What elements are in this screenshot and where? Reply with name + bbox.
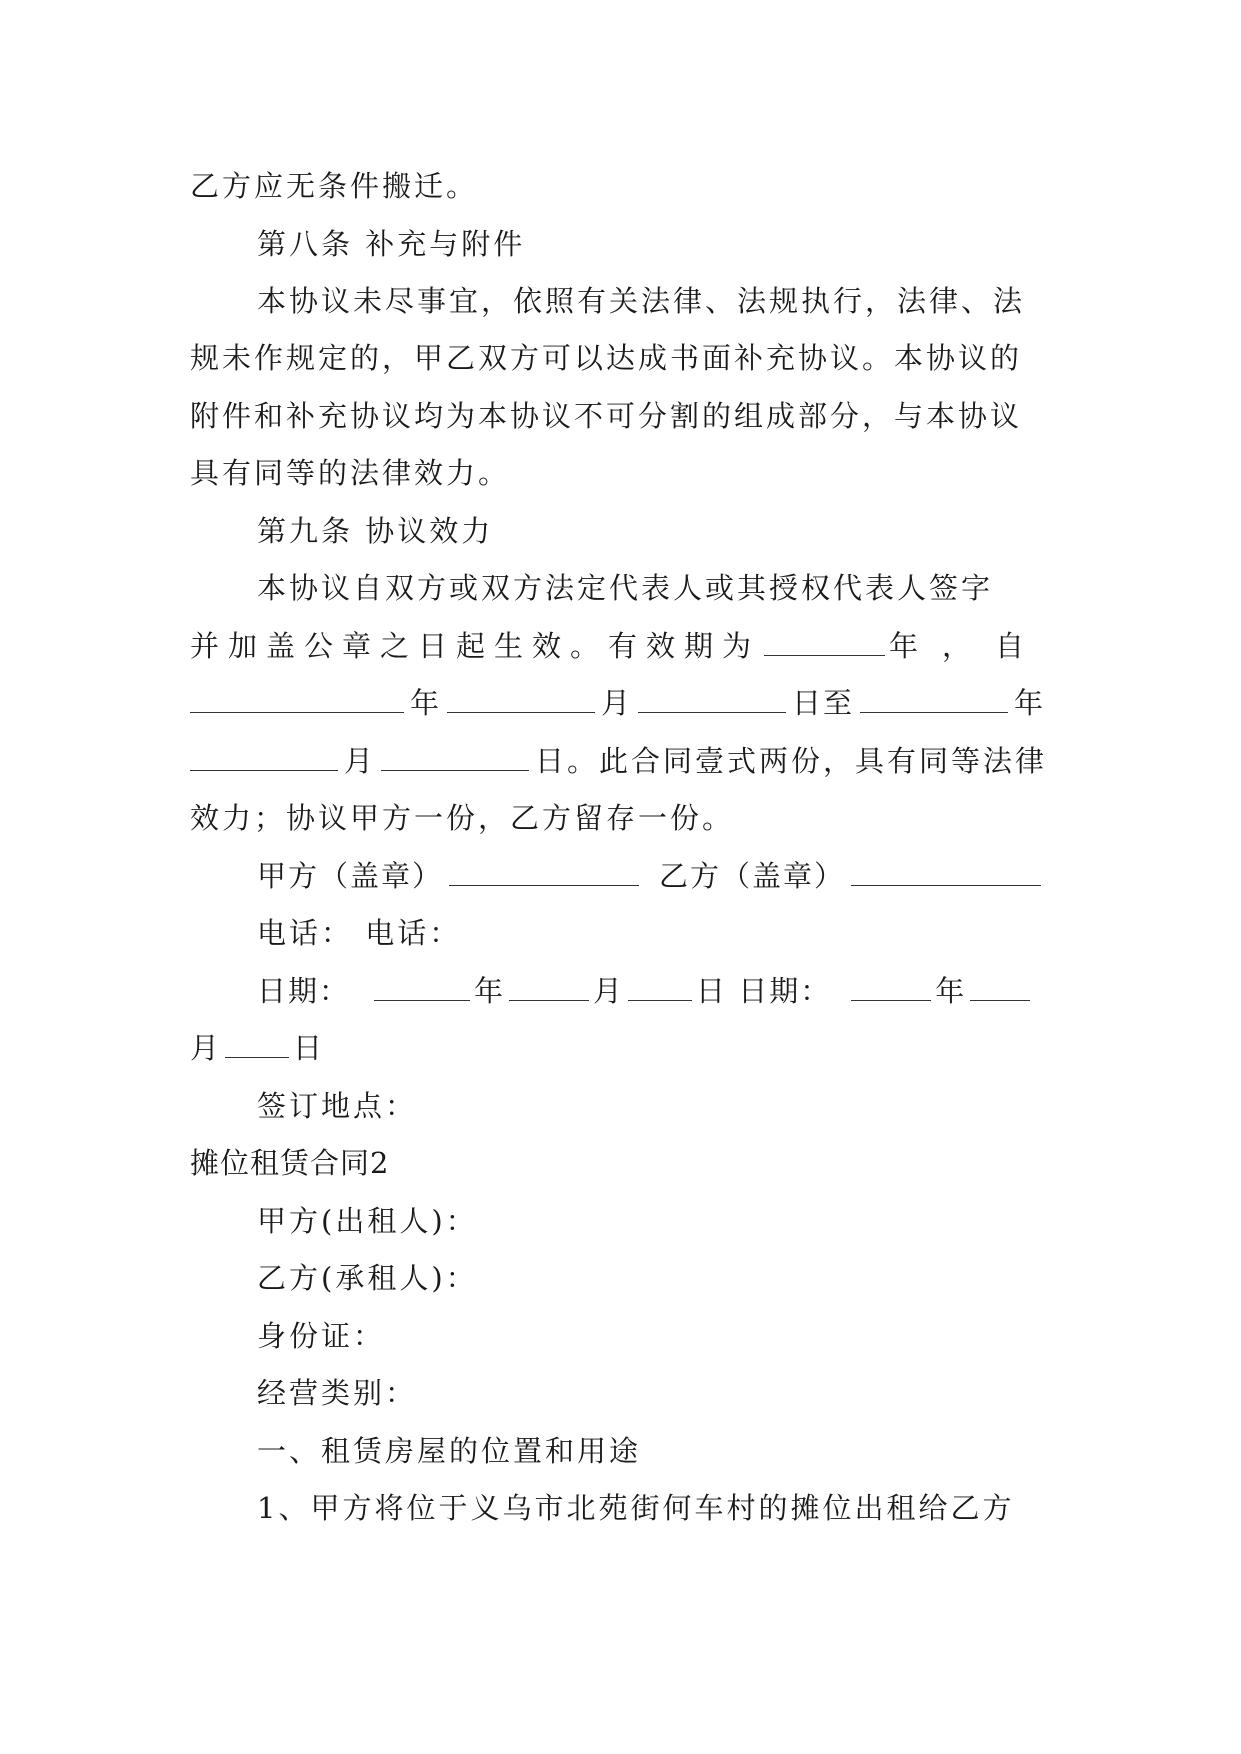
date-line-2 — [190, 1028, 1048, 1068]
paragraph-line: 附件和补充协议均为本协议不可分割的组成部分，与本协议 — [190, 399, 1023, 433]
article-8-heading: 第八条 补充与附件 — [257, 227, 526, 261]
start-month-blank[interactable] — [447, 686, 595, 713]
paragraph-line: 本协议自双方或双方法定代表人或其授权代表人签字 — [257, 571, 994, 605]
business-category-label: 经营类别： — [257, 1376, 418, 1410]
end-month-blank[interactable] — [190, 744, 338, 771]
start-year-blank[interactable] — [190, 686, 404, 713]
party-a-month-blank[interactable] — [509, 974, 589, 1001]
party-a-seal-blank[interactable] — [449, 859, 639, 886]
month-label: 月 — [601, 686, 633, 720]
paragraph-line: 乙方应无条件搬迁。 — [190, 169, 479, 203]
date-range-line — [190, 683, 1048, 723]
paragraph-line: 具有同等的法律效力。 — [190, 456, 511, 490]
paragraph-line: 本协议未尽事宜，依照有关法律、法规执行，法律、法 — [257, 284, 1026, 318]
month-label: 月 — [593, 974, 625, 1008]
paragraph-line: 1、甲方将位于义乌市北苑街何车村的摊位出租给乙方 — [257, 1491, 1015, 1525]
id-card-label: 身份证： — [257, 1319, 386, 1353]
end-year-blank[interactable] — [860, 686, 1008, 713]
party-b-day-blank[interactable] — [225, 1031, 289, 1058]
years-blank[interactable] — [764, 629, 885, 656]
year-label: 年 — [1014, 686, 1046, 720]
seal-line — [257, 856, 1048, 896]
month-label: 月 — [190, 1031, 222, 1065]
paragraph-line: 规未作规定的，甲乙双方可以达成书面补充协议。本协议的 — [190, 341, 1023, 375]
article-9-heading: 第九条 协议效力 — [257, 514, 494, 548]
paragraph-line: 效力；协议甲方一份，乙方留存一份。 — [190, 801, 735, 835]
year-label: 年 — [935, 974, 967, 1008]
date-label: 日 日期： — [696, 974, 832, 1008]
party-a-seal-label: 甲方（盖章） — [257, 859, 444, 893]
validity-text: 并加盖公章之日起生效。有效期为 — [190, 629, 761, 663]
signing-place-label: 签订地点： — [257, 1089, 418, 1123]
end-day-blank[interactable] — [381, 744, 529, 771]
year-label: 年 — [410, 686, 442, 720]
lessee-label: 乙方(承租人)： — [257, 1261, 478, 1295]
party-b-month-blank[interactable] — [970, 974, 1030, 1001]
month-label: 月 — [344, 744, 376, 778]
paragraph-text: 日。此合同壹式两份，具有同等法律 — [535, 744, 1048, 778]
phone-line: 电话： 电话： — [257, 916, 462, 950]
party-b-seal-blank[interactable] — [851, 859, 1041, 886]
year-label: 年 — [474, 974, 506, 1008]
lessor-label: 甲方(出租人)： — [257, 1204, 478, 1238]
party-b-year-blank[interactable] — [851, 974, 931, 1001]
date-line — [257, 971, 1048, 1011]
date-label: 日期： — [257, 974, 351, 1008]
day-label: 日 — [293, 1031, 325, 1065]
party-a-day-blank[interactable] — [628, 974, 692, 1001]
date-range-line-2 — [190, 741, 1048, 781]
clause-heading: 一、租赁房屋的位置和用途 — [257, 1434, 642, 1468]
start-day-blank[interactable] — [638, 686, 786, 713]
validity-text-tail: 年，自 — [888, 629, 1048, 663]
party-a-year-blank[interactable] — [374, 974, 470, 1001]
day-to-label: 日至 — [792, 686, 855, 720]
party-b-seal-label: 乙方（盖章） — [659, 859, 846, 893]
section-title: 摊位租赁合同2 — [190, 1146, 390, 1180]
validity-line — [190, 626, 1048, 666]
